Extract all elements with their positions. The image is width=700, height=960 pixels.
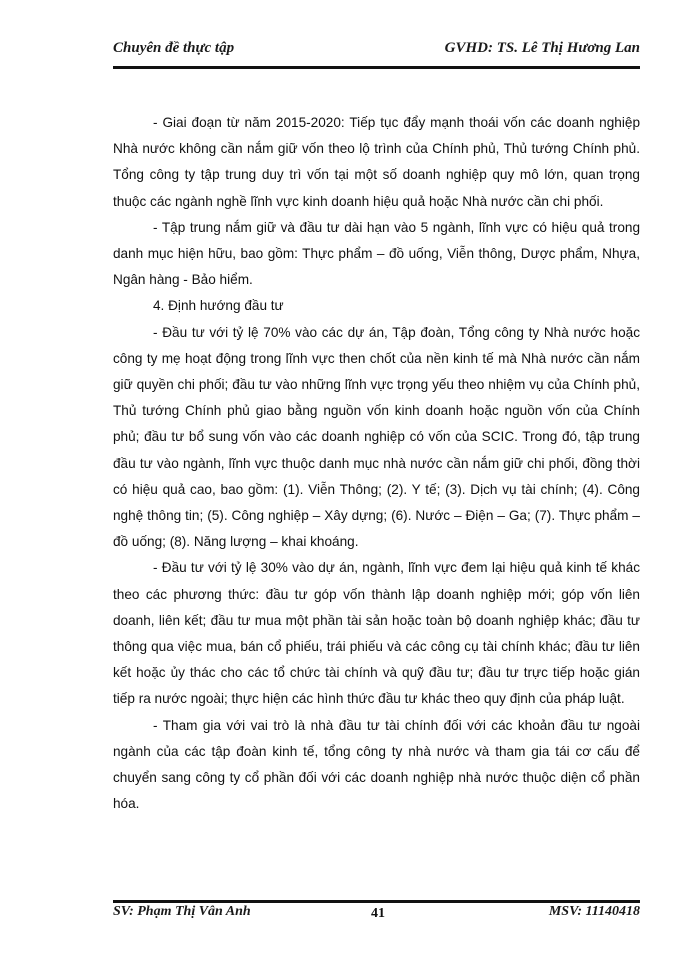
page-header: [113, 40, 640, 68]
footer-student: SV: Phạm Thị Vân Anh: [113, 904, 251, 919]
document-body: [113, 110, 640, 817]
paragraph-4: - Đầu tư với tỷ lệ 30% vào dự án, ngành, lĩnh vực đem lại hiệu quả kinh tế khác theo các phương thức: đầu tư góp vốn thành lập doanh nghiệp mới; góp vốn liên doanh, liên kết; đầu tư mua một phần tài sản hoặc toàn bộ doanh nghiệp khác; đầu tư thông qua việc mua, bán cổ phiếu, trái phiếu và các công cụ tài chính khác; đầu tư liên kết hoặc ủy thác cho các tổ chức tài chính và quỹ đầu tư; đầu tư trực tiếp hoặc gián tiếp ra nước ngoài; thực hiện các hình thức đầu tư khác theo quy định của pháp luật.: [113, 560, 640, 707]
paragraph-1: - Giai đoạn từ năm 2015-2020: Tiếp tục đẩy mạnh thoái vốn các doanh nghiệp Nhà nước không cần nắm giữ vốn theo lộ trình của Chính phủ, Thủ tướng Chính phủ. Tổng công ty tập trung duy trì vốn tại một số doanh nghiệp quy mô lớn, quan trọng thuộc các ngành nghề lĩnh vực kinh doanh hiệu quả hoặc Nhà nước cần chi phối.: [113, 115, 640, 209]
header-rule: [113, 66, 640, 69]
page-number: 41: [371, 906, 385, 921]
footer-student-id: MSV: 11140418: [548, 904, 640, 919]
page-footer: [113, 904, 640, 928]
paragraph-3: - Đầu tư với tỷ lệ 70% vào các dự án, Tập đoàn, Tổng công ty Nhà nước hoặc công ty mẹ hoạt động trong lĩnh vực then chốt của nền kinh tế mà Nhà nước cần nắm giữ quyền chi phối; đầu tư vào những lĩnh vực trọng yếu theo nhiệm vụ của Chính phủ, Thủ tướng Chính phủ giao bằng nguồn vốn kinh doanh hoặc nguồn vốn của Chính phủ; đầu tư bổ sung vốn vào các doanh nghiệp có vốn của SCIC. Trong đó, tập trung đầu tư vào ngành, lĩnh vực thuộc danh mục nhà nước cần nắm giữ chi phối, đồng thời có hiệu quả cao, bao gồm: (1). Viễn Thông; (2). Y tế; (3). Dịch vụ tài chính; (4). Công nghệ thông tin; (5). Công nghiệp – Xây dựng; (6). Nước – Điện – Ga; (7). Thực phẩm – đồ uống; (8). Năng lượng – khai khoáng.: [113, 324, 640, 550]
header-advisor: GVHD: TS. Lê Thị Hương Lan: [444, 40, 640, 56]
paragraph-5: - Tham gia với vai trò là nhà đầu tư tài chính đối với các khoản đầu tư ngoài ngành của các tập đoàn kinh tế, tổng công ty nhà nước và tham gia tái cơ cấu để chuyển sang công ty cổ phần đối với các doanh nghiệp nhà nước thuộc diện cổ phần hóa.: [113, 717, 640, 812]
paragraph-2: - Tập trung nắm giữ và đầu tư dài hạn vào 5 ngành, lĩnh vực có hiệu quả trong danh mục hiện hữu, bao gồm: Thực phẩm – đồ uống, Viễn thông, Dược phẩm, Nhựa, Ngân hàng - Bảo hiểm.: [113, 219, 640, 288]
section-heading: 4. Định hướng đầu tư: [153, 298, 284, 314]
footer-rule: [113, 900, 640, 903]
header-title: Chuyên đề thực tập: [113, 40, 235, 56]
